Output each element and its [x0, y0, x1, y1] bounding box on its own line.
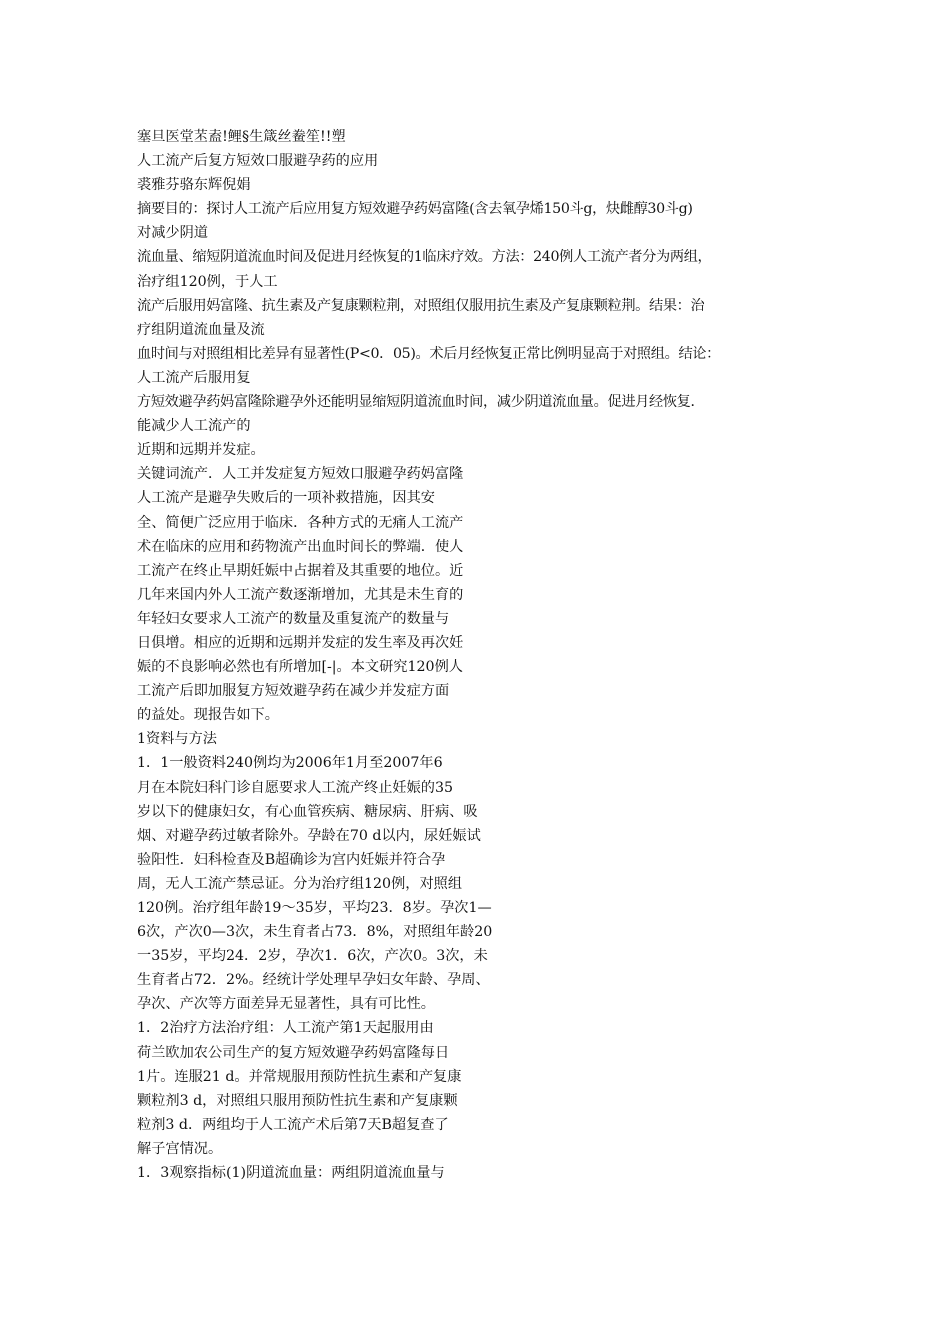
abstract-line: 摘要目的：探讨人工流产后应用复方短效避孕药妈富隆(含去氧孕烯150斗g，炔雌醇30斗g) [137, 201, 693, 218]
body-line: 年轻妇女要求人工流产的数量及重复流产的数量与 [137, 610, 450, 627]
body-line: 解子宫情况。 [137, 1140, 223, 1157]
body-line: 几年来国内外人工流产数逐渐增加，尤其是未生育的 [137, 586, 464, 603]
body-line: 日俱增。相应的近期和远期并发症的发生率及再次妊 [137, 634, 464, 651]
abstract-line: 流血量、缩短阴道流血时间及促进月经恢复的1临床疗效。方法：240例人工流产者分为两组， [137, 249, 712, 266]
body-line: 烟、对避孕药过敏者除外。孕龄在70 d以内，尿妊娠试 [137, 827, 481, 844]
body-line: 岁以下的健康妇女，有心血管疾病、糖尿病、肝病、吸 [137, 803, 478, 820]
section-heading: 1资料与方法 [137, 731, 217, 748]
body-line: 1．2治疗方法治疗组：人工流产第1天起服用由 [137, 1020, 434, 1037]
abstract-line: 对减少阴道 [137, 225, 208, 242]
abstract-line: 流产后服用妈富隆、抗生素及产复康颗粒荆，对照组仅服用抗生素及产复康颗粒荆。结果：治 [137, 297, 705, 314]
abstract-line: 能减少人工流产的 [137, 418, 251, 435]
body-line: 120例。治疗组年龄19～35岁，平均23．8岁。孕次1— [137, 900, 492, 916]
abstract-line: 人工流产后服用复 [137, 369, 251, 386]
body-line: 粒剂3 d．两组均于人工流产术后第7天B超复查了 [137, 1116, 449, 1133]
body-line: 娠的不良影响必然也有所增加[-|。本文研究120例人 [137, 659, 463, 676]
body-line: 荷兰欧加农公司生产的复方短效避孕药妈富隆每日 [137, 1044, 450, 1061]
body-line: 全、简便广泛应用于临床．各种方式的无痛人工流产 [137, 514, 464, 531]
body-line: 颗粒剂3 d，对照组只服用预防性抗生素和产复康颗 [137, 1092, 458, 1109]
garbled-header: 塞旦医堂苤盍!鲤§生箴丝鲞笙!!塑 [137, 129, 346, 145]
body-line: 人工流产是避孕失败后的一项补救措施，因其安 [137, 490, 435, 507]
body-line: 工流产在终止早期妊娠中占据着及其重要的地位。近 [137, 562, 464, 579]
body-line: 1．1一般资料240例均为2006年1月至2007年6 [137, 755, 443, 772]
article-title: 人工流产后复方短效口服避孕药的应用 [137, 153, 379, 170]
abstract-line: 方短效避孕药妈富隆除避孕外还能明显缩短阴道流血时间，减少阴道流血量。促进月经恢复． [137, 394, 705, 411]
body-line: 1．3观察指标(1)阴道流血量：两组阴道流血量与 [137, 1165, 445, 1182]
body-line: 的益处。现报告如下。 [137, 707, 279, 724]
abstract-line: 血时间与对照组相比差异有显著性(P<0．05)。术后月经恢复正常比例明显高于对照组。结论： [137, 345, 720, 362]
authors: 裘雅芬骆东辉倪娟 [137, 177, 251, 194]
abstract-line: 治疗组120例，于人工 [137, 273, 278, 290]
abstract-line: 疗组阴道流血量及流 [137, 321, 265, 338]
keywords: 关键词流产．人工并发症复方短效口服避孕药妈富隆 [137, 466, 464, 483]
abstract-line: 近期和远期并发症。 [137, 442, 265, 459]
body-line: 6次，产次0—3次，未生育者占73．8%，对照组年龄20 [137, 924, 493, 941]
body-line: 一35岁，平均24．2岁，孕次1．6次，产次0。3次，未 [137, 948, 488, 965]
body-line: 工流产后即加服复方短效避孕药在减少并发症方面 [137, 683, 450, 700]
body-line: 月在本院妇科门诊自愿要求人工流产终止妊娠的35 [137, 779, 453, 796]
document-body [137, 125, 817, 1185]
body-line: 周，无人工流产禁忌证。分为治疗组120例，对照组 [137, 875, 463, 892]
body-line: 术在临床的应用和药物流产出血时间长的弊端．使人 [137, 538, 464, 555]
body-line: 1片。连服21 d。并常规服用预防性抗生素和产复康 [137, 1068, 462, 1085]
body-line: 验阳性．妇科检查及B超确诊为宫内妊娠并符合孕 [137, 851, 446, 868]
body-line: 孕次、产次等方面差异无显著性，具有可比性。 [137, 996, 435, 1013]
body-line: 生育者占72．2%。经统计学处理早孕妇女年龄、孕周、 [137, 972, 490, 989]
